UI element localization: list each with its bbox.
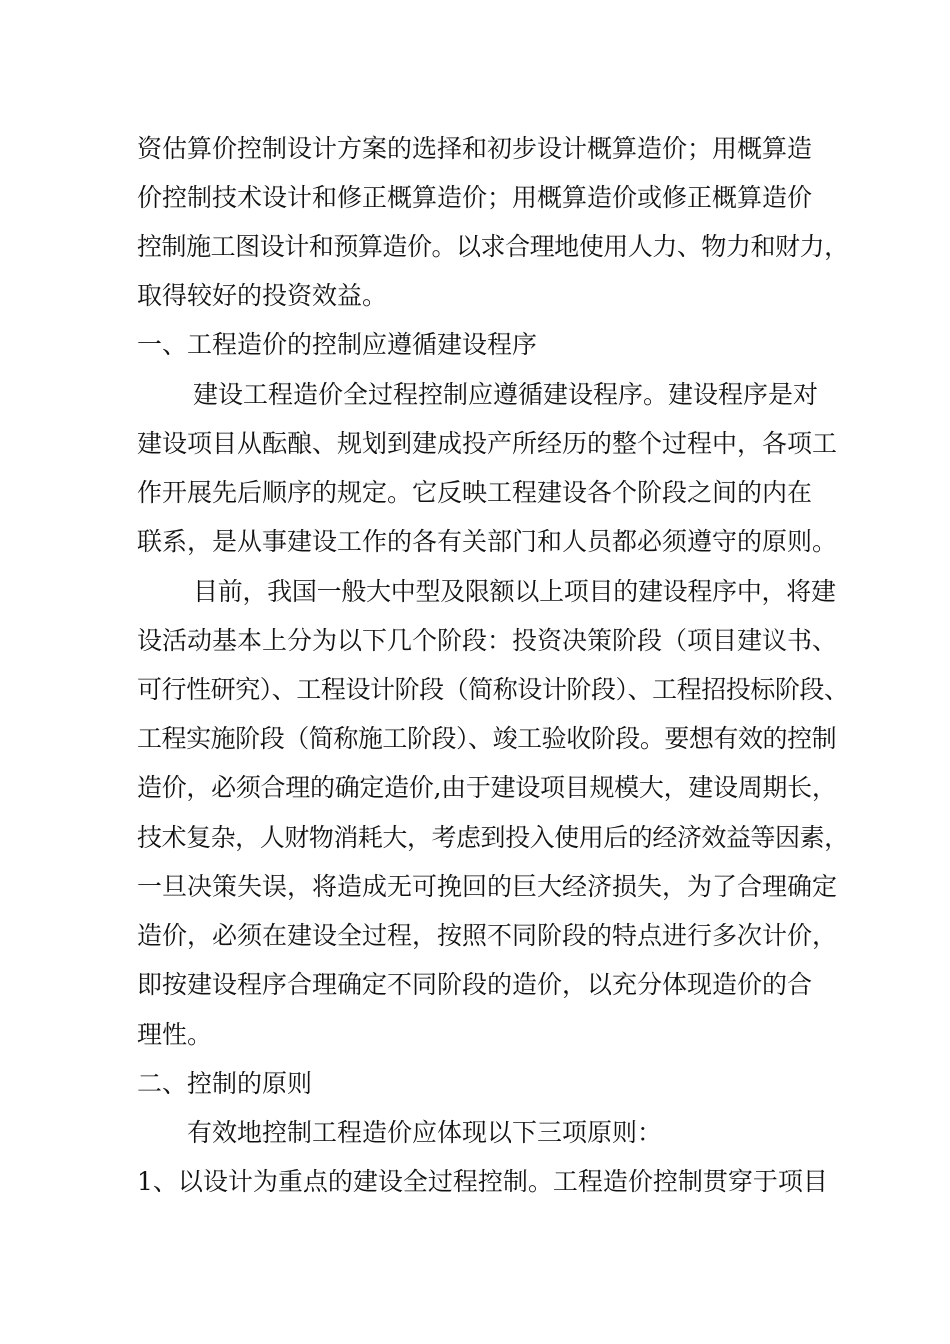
text-line: 工程实施阶段（简称施工阶段）、竣工验收阶段。要想有效的控制 xyxy=(137,724,837,753)
text-line: 建设工程造价全过程控制应遵循建设程序。建设程序是对 xyxy=(193,380,819,409)
text-line: 造价，必须合理的确定造价,由于建设项目规模大，建设周期长， xyxy=(137,773,837,802)
section-heading: 一、工程造价的控制应遵循建设程序 xyxy=(137,330,538,359)
text-line: 作开展先后顺序的规定。它反映工程建设各个阶段之间的内在 xyxy=(137,478,813,507)
text-line: 资估算价控制设计方案的选择和初步设计概算造价；用概算造 xyxy=(137,134,813,163)
text-line: 可行性研究）、工程设计阶段（简称设计阶段）、工程招投标阶段、 xyxy=(137,675,849,704)
text-line: 即按建设程序合理确定不同阶段的造价，以充分体现造价的合 xyxy=(137,970,813,999)
text-line: 建设项目从酝酿、规划到建成投产所经历的整个过程中，各项工 xyxy=(137,429,838,458)
text-line: 造价，必须在建设全过程，按照不同阶段的特点进行多次计价， xyxy=(137,921,838,950)
section-heading: 二、控制的原则 xyxy=(137,1069,313,1098)
text-line: 一旦决策失误，将造成无可挽回的巨大经济损失，为了合理确定 xyxy=(137,872,838,901)
text-line: 有效地控制工程造价应体现以下三项原则： xyxy=(187,1118,663,1147)
text-line: 1、以设计为重点的建设全过程控制。工程造价控制贯穿于项目 xyxy=(137,1167,828,1196)
text-line: 联系，是从事建设工作的各有关部门和人员都必须遵守的原则。 xyxy=(137,527,838,556)
text-line: 理性。 xyxy=(137,1020,213,1049)
text-line: 取得较好的投资效益。 xyxy=(137,281,388,310)
text-line: 控制施工图设计和预算造价。以求合理地使用人力、物力和财力， xyxy=(137,232,849,261)
text-line: 技术复杂，人财物消耗大，考虑到投入使用后的经济效益等因素， xyxy=(137,823,849,852)
text-line: 目前，我国一般大中型及限额以上项目的建设程序中，将建 xyxy=(193,577,836,606)
text-line: 设活动基本上分为以下几个阶段：投资决策阶段（项目建议书、 xyxy=(137,626,838,655)
text-line: 价控制技术设计和修正概算造价；用概算造价或修正概算造价 xyxy=(137,183,813,212)
